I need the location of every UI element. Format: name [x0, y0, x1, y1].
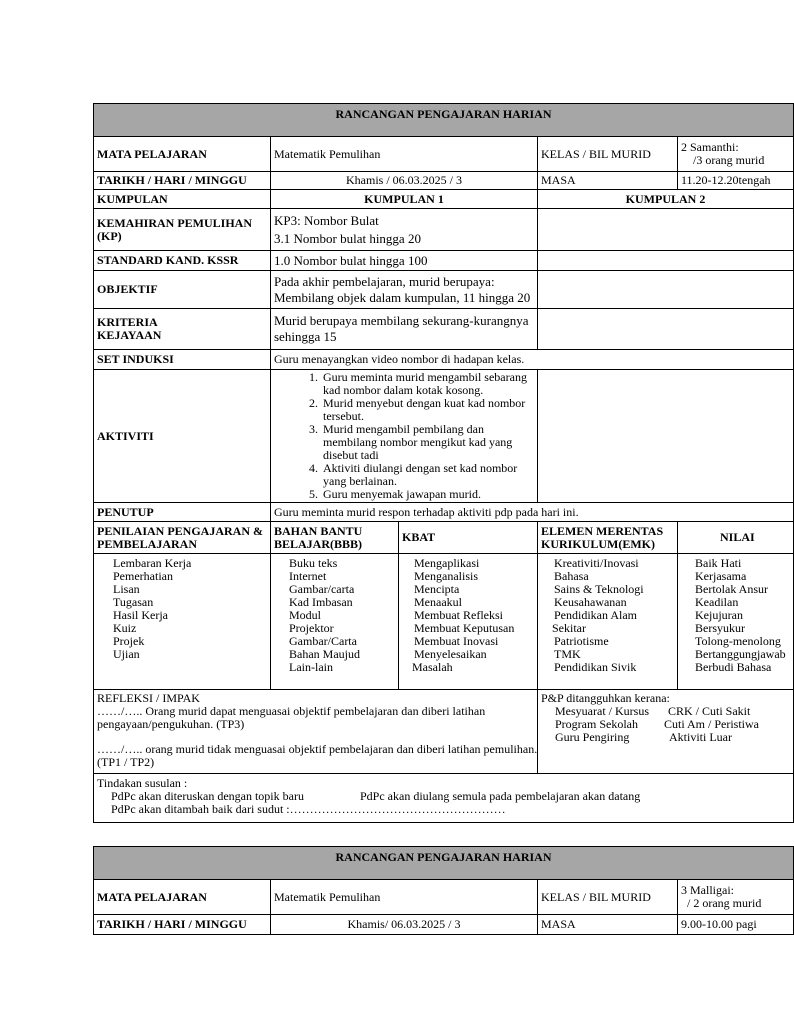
kriteria-label-line1: KRITERIA [97, 315, 158, 329]
tarikh-label: TARIKH / HARI / MINGGU [94, 172, 271, 190]
tindakan-option: PdPc akan ditambah baik dari sudut :……………………………………………… [111, 802, 506, 816]
emk-header-line2: KURIKULUM(EMK) [541, 536, 655, 551]
kp-value [271, 209, 538, 251]
rph-header: RANCANGAN PENGAJARAN HARIAN [94, 104, 794, 137]
kelas-value-line2: / 2 orang murid [687, 896, 762, 910]
kriteria-label-line2: KEJAYAAN [97, 328, 162, 342]
tarikh-value: Khamis / 06.03.2025 / 3 [271, 172, 538, 190]
kelas-value-line1: 2 Samanthi: [681, 140, 739, 154]
induksi-value: Guru menayangkan video nombor di hadapan kelas. [271, 350, 794, 370]
kumpulan-2: KUMPULAN 2 [538, 190, 794, 209]
objektif-value [271, 271, 538, 309]
masa-value: 11.20-12.20tengah [678, 172, 794, 190]
mata-pelajaran-value: Matematik Pemulihan [271, 880, 538, 915]
refleksi-line: (TP1 / TP2) [97, 755, 155, 769]
kumpulan-label: KUMPULAN [94, 190, 271, 209]
penilaian-item: Tugasan [113, 595, 154, 609]
bbb-header-line2: BELAJAR(BBB) [274, 536, 363, 551]
bbb-item: Gambar/Carta [289, 634, 357, 648]
emk-item: Bahasa [554, 569, 589, 583]
tindakan-title: Tindakan susulan : [97, 776, 188, 790]
masa-label: MASA [538, 172, 678, 190]
bbb-item: Internet [289, 569, 327, 583]
aktiviti-item: 5. Guru menyemak jawapan murid. [321, 488, 534, 501]
kbat-item: Menyelesaikan [414, 647, 487, 661]
kp-kumpulan2 [538, 209, 794, 251]
emk-item: TMK [554, 647, 581, 661]
kelas-value-line2: /3 orang murid [693, 153, 765, 167]
nilai-item: Bertolak Ansur [695, 582, 768, 596]
kriteria-line1: Murid berupaya membilang sekurang-kurangnya [274, 313, 529, 328]
kp-label: KEMAHIRAN PEMULIHAN (KP) [94, 209, 271, 251]
penutup-value: Guru meminta murid respon terhadap aktiviti pdp pada hari ini. [271, 503, 794, 522]
standard-value: 1.0 Nombor bulat hingga 100 [271, 251, 538, 271]
rph-header: RANCANGAN PENGAJARAN HARIAN [94, 847, 794, 880]
penutup-label: PENUTUP [94, 503, 271, 522]
nilai-item: Keadilan [695, 595, 739, 609]
emk-item: Sekitar [552, 621, 586, 635]
nilai-list [678, 554, 794, 690]
mata-pelajaran-label: MATA PELAJARAN [94, 880, 271, 915]
emk-item: Pendidikan Sivik [554, 660, 637, 674]
kbat-item: Masalah [412, 660, 453, 674]
aktiviti-item: 3. Murid mengambil pembilang dan membilang nombor mengikut kad yang disebut tadi [321, 423, 534, 462]
kelas-label: KELAS / BIL MURID [538, 137, 678, 172]
penilaian-item: Projek [113, 634, 145, 648]
induksi-label: SET INDUKSI [94, 350, 271, 370]
kelas-value-line1: 3 Malligai: [681, 883, 734, 897]
penilaian-item: Hasil Kerja [113, 608, 168, 622]
refleksi-title: REFLEKSI / IMPAK [97, 691, 200, 705]
nilai-item: Tolong-menolong [695, 634, 781, 648]
nilai-item: Kerjasama [695, 569, 747, 583]
nilai-item: Bertanggungjawab [695, 647, 786, 661]
tangguh-option: Guru Pengiring [555, 730, 630, 744]
aktiviti-item: 4. Aktiviti diulangi dengan set kad nombor yang berlainan. [321, 462, 534, 488]
penilaian-header-line2: PEMBELAJARAN [97, 536, 198, 551]
kelas-value [678, 137, 794, 172]
penilaian-item: Lisan [113, 582, 140, 596]
kumpulan-1: KUMPULAN 1 [271, 190, 538, 209]
emk-item: Kreativiti/Inovasi [554, 556, 639, 570]
bbb-item: Gambar/carta [289, 582, 355, 596]
emk-item: Pendidikan Alam [554, 608, 637, 622]
objektif-kumpulan2 [538, 271, 794, 309]
aktiviti-kumpulan2 [538, 370, 794, 503]
bbb-item: Modul [289, 608, 322, 622]
kbat-item: Membuat Inovasi [414, 634, 499, 648]
bbb-header [271, 522, 399, 554]
kbat-list [399, 554, 538, 690]
tangguh-option: Mesyuarat / Kursus [555, 704, 649, 718]
bbb-header-line1: BAHAN BANTU [274, 523, 363, 538]
bbb-item: Lain-lain [289, 660, 333, 674]
penilaian-header-line1: PENILAIAN PENGAJARAN & [97, 523, 264, 538]
penilaian-item: Pemerhatian [113, 569, 173, 583]
aktiviti-label: AKTIVITI [94, 370, 271, 503]
emk-item: Keusahawanan [554, 595, 627, 609]
rph-table-2 [93, 846, 794, 935]
emk-list [538, 554, 678, 690]
nilai-item: Kejujuran [695, 608, 743, 622]
emk-item: Patriotisme [554, 634, 609, 648]
mata-pelajaran-value: Matematik Pemulihan [271, 137, 538, 172]
kriteria-label [94, 309, 271, 350]
tangguh-cell [538, 690, 794, 774]
kbat-item: Membuat Refleksi [414, 608, 503, 622]
tarikh-value: Khamis/ 06.03.2025 / 3 [271, 915, 538, 935]
rph-table-1 [93, 103, 794, 823]
tindakan-option: PdPc akan diteruskan dengan topik baru [111, 789, 304, 803]
emk-item: Sains & Teknologi [554, 582, 644, 596]
objektif-line1: Pada akhir pembelajaran, murid berupaya: [274, 273, 495, 289]
emk-header [538, 522, 678, 554]
bbb-item: Kad Imbasan [289, 595, 353, 609]
kbat-item: Menganalisis [414, 569, 478, 583]
kelas-label: KELAS / BIL MURID [538, 880, 678, 915]
aktiviti-item: 2. Murid menyebut dengan kuat kad nombor tersebut. [321, 397, 534, 423]
bbb-item: Bahan Maujud [289, 647, 360, 661]
penilaian-item: Lembaran Kerja [113, 556, 192, 570]
masa-value: 9.00-10.00 pagi [678, 915, 794, 935]
refleksi-line: pengayaan/pengukuhan. (TP3) [97, 717, 245, 731]
kbat-header: KBAT [399, 522, 538, 554]
penilaian-header [94, 522, 271, 554]
aktiviti-list-cell [271, 370, 538, 503]
tangguh-option: Aktiviti Luar [669, 730, 732, 744]
masa-label: MASA [538, 915, 678, 935]
kbat-item: Membuat Keputusan [414, 621, 515, 635]
bbb-item: Buku teks [289, 556, 338, 570]
nilai-item: Berbudi Bahasa [695, 660, 772, 674]
kriteria-kumpulan2 [538, 309, 794, 350]
tarikh-label: TARIKH / HARI / MINGGU [94, 915, 271, 935]
tindakan-option: PdPc akan diulang semula pada pembelajaran akan datang [360, 789, 641, 803]
tangguh-row [541, 731, 790, 744]
tindakan-cell [94, 774, 794, 823]
mata-pelajaran-label: MATA PELAJARAN [94, 137, 271, 172]
tangguh-option: Cuti Am / Peristiwa [664, 717, 760, 731]
refleksi-cell [94, 690, 538, 774]
emk-header-line1: ELEMEN MERENTAS [541, 523, 664, 538]
kbat-item: Mencipta [414, 582, 460, 596]
aktiviti-item: 1. Guru meminta murid mengambil sebarang kad nombor dalam kotak kosong. [321, 371, 534, 397]
kriteria-value [271, 309, 538, 350]
objektif-label: OBJEKTIF [94, 271, 271, 309]
bbb-list [271, 554, 399, 690]
kriteria-line2: sehingga 15 [274, 329, 337, 344]
tangguh-title: P&P ditangguhkan kerana: [541, 691, 670, 705]
kelas-value [678, 880, 794, 915]
objektif-line2: Membilang objek dalam kumpulan, 11 hingga 20 [274, 289, 531, 305]
kp-value-line2: 3.1 Nombor bulat hingga 20 [274, 230, 421, 246]
aktiviti-list [274, 371, 534, 501]
penilaian-item: Kuiz [113, 621, 137, 635]
penilaian-item: Ujian [113, 647, 140, 661]
kp-value-line1: KP3: Nombor Bulat [274, 212, 379, 228]
kbat-item: Menaakul [414, 595, 462, 609]
standard-kumpulan2 [538, 251, 794, 271]
refleksi-line: ……/….. orang murid tidak menguasai objektif pembelajaran dan diberi latihan pemulihan. [97, 742, 538, 756]
nilai-item: Bersyukur [695, 621, 745, 635]
refleksi-line: ……/….. Orang murid dapat menguasai objektif pembelajaran dan diberi latihan [97, 704, 486, 718]
kbat-item: Mengaplikasi [414, 556, 480, 570]
nilai-header: NILAI [678, 522, 794, 554]
penilaian-list [94, 554, 271, 690]
tangguh-option: CRK / Cuti Sakit [668, 704, 751, 718]
nilai-item: Baik Hati [695, 556, 742, 570]
bbb-item: Projektor [289, 621, 334, 635]
standard-label: STANDARD KAND. KSSR [94, 251, 271, 271]
tangguh-option: Program Sekolah [555, 717, 638, 731]
